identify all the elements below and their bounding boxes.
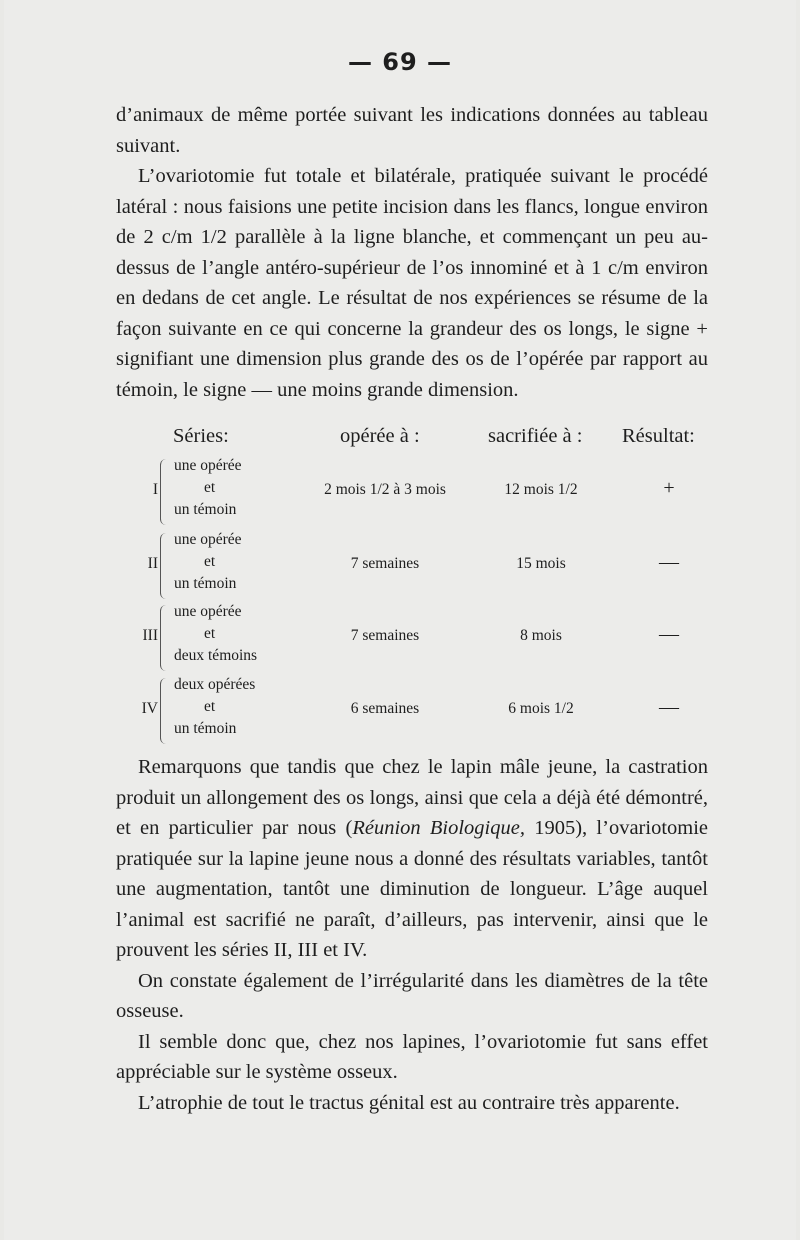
brace-icon (160, 533, 169, 599)
paragraph: L’ovariotomie fut totale et bilatérale, pratiquée suivant le procédé latéral : nous faisions une petite incision dans les flancs, longue environ de 2 c/m 1/2 parallèle à la ligne blanche, et commençant un peu au-dessus de l’angle antéro-supérieur de l’os innominé et à 1 c/m environ en dedans de cet angle. Le résultat de nos expériences se résume de la façon suivante en ce qui concerne la grandeur des os longs, le signe + signifiant une dimension plus grande des os de l’opérée par rapport au témoin, le signe — une moins grande dimension. (116, 165, 708, 401)
resultat-cell: + (663, 477, 675, 499)
group-line: deux opérées (174, 676, 256, 693)
operee-cell: 7 semaines (350, 627, 420, 644)
group-line: une opérée (174, 457, 242, 474)
sacrifiee-cell: 6 mois 1/2 (508, 700, 574, 717)
brace-icon (160, 605, 169, 671)
header-sacrifiee: sacrifiée à : (488, 425, 583, 447)
resultat-cell: — (659, 696, 679, 718)
resultat-cell: — (659, 551, 679, 573)
group-line: une opérée (174, 603, 242, 620)
header-series: Séries: (173, 425, 229, 447)
group-line: et (204, 479, 216, 496)
series-group (174, 674, 255, 740)
group-line: deux témoins (174, 647, 258, 664)
group-line: et (204, 625, 216, 642)
series-group (174, 455, 242, 521)
paragraph: Il semble donc que, chez nos lapines, l’ovariotomie fut sans effet appréciable sur le système osseux. (116, 1030, 708, 1083)
table-row (0, 674, 800, 749)
citation: Réunion Biologique, (352, 817, 525, 839)
text-block-bottom (116, 752, 708, 1118)
table-row (0, 601, 800, 676)
page-number: — 69 — (347, 48, 453, 76)
table-header (0, 425, 800, 455)
group-line: un témoin (174, 501, 237, 518)
paragraph: L’atrophie de tout le tractus génital est au contraire très apparente. (138, 1091, 680, 1114)
operee-cell: 2 mois 1/2 à 3 mois (324, 481, 446, 498)
sacrifiee-cell: 8 mois (520, 627, 562, 644)
series-numeral: II (147, 555, 158, 572)
header-resultat: Résultat: (622, 425, 695, 447)
group-line: et (204, 698, 216, 715)
brace-icon (160, 459, 169, 525)
group-line: une opérée (174, 531, 242, 548)
table-row (0, 529, 800, 604)
series-group (174, 529, 242, 595)
paragraph-text: 1905), l’ovariotomie pratiquée sur la lapine jeune nous a donné des résultats variables, tantôt une augmentation, tantôt une diminution de longueur. L’âge auquel l’animal est sacrifié ne paraît, d’ailleurs, pas intervenir, ainsi que le prouvent les séries II, III et IV. (116, 817, 709, 961)
table-row (0, 455, 800, 530)
sacrifiee-cell: 15 mois (516, 555, 566, 572)
paragraph: d’animaux de même portée suivant les indications données au tableau suivant. (116, 104, 708, 157)
group-line: un témoin (174, 720, 237, 737)
paragraph (116, 752, 708, 966)
group-line: et (204, 553, 216, 570)
paragraph-text: Remarquons que tandis que chez le lapin mâle jeune, la castration produit un allongement des os longs, ainsi que cela a déjà été démontré, et en particulier par nous ( (116, 756, 708, 839)
operee-cell: 7 semaines (350, 555, 420, 572)
brace-icon (160, 678, 169, 744)
sacrifiee-cell: 12 mois 1/2 (504, 481, 578, 498)
paragraph: On constate également de l’irrégularité dans les diamètres de la tête osseuse. (116, 969, 708, 1022)
text-block-top (116, 100, 708, 405)
group-line: un témoin (174, 575, 237, 592)
series-numeral: I (152, 481, 158, 498)
series-group (174, 601, 257, 667)
header-operee: opérée à : (340, 425, 420, 447)
series-numeral: III (142, 627, 158, 644)
resultat-cell: — (659, 623, 679, 645)
series-numeral: IV (141, 700, 158, 717)
operee-cell: 6 semaines (350, 700, 420, 717)
